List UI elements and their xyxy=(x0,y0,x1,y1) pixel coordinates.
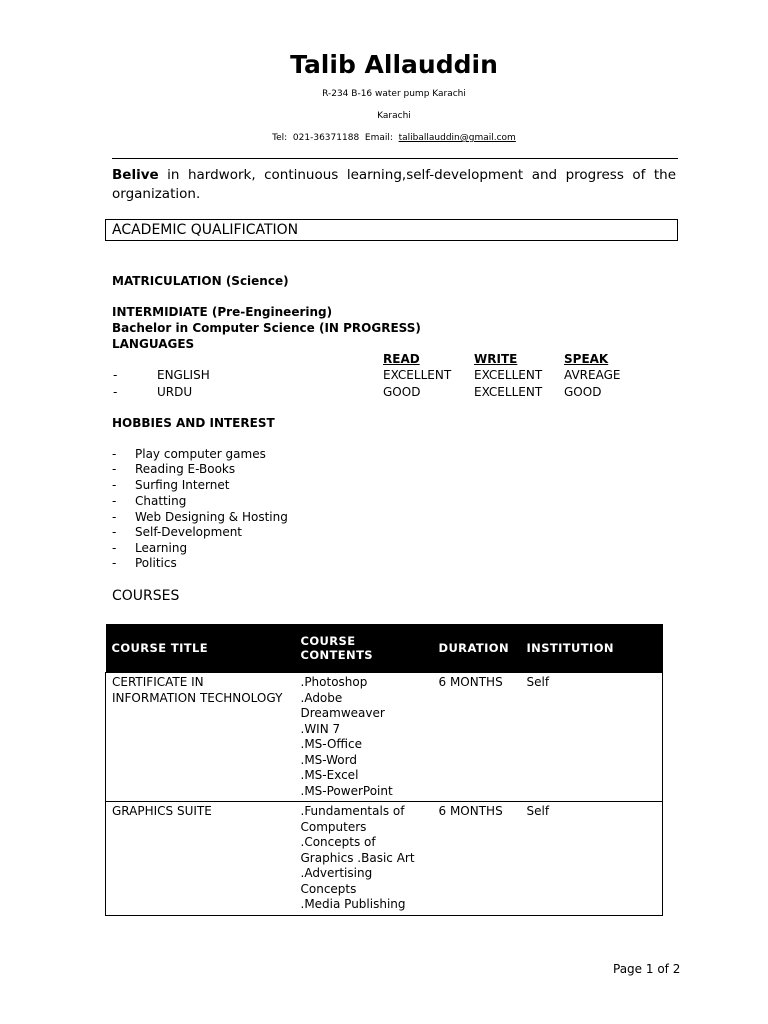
hobby-item: - Self-Development xyxy=(112,525,243,539)
content-item: .Fundamentals of Computers xyxy=(300,804,405,834)
content-item: .MS-Word xyxy=(300,752,357,767)
col-course-contents: COURSE CONTENTS xyxy=(295,624,433,673)
hobby-item: - Play computer games xyxy=(112,447,266,461)
bachelor-entry: Bachelor in Computer Science (IN PROGRESS) xyxy=(112,321,421,335)
language-name: ENGLISH xyxy=(157,368,210,382)
col-institution: INSTITUTION xyxy=(521,624,663,673)
hobby-label: Web Designing & Hosting xyxy=(135,510,288,524)
table-row xyxy=(106,673,663,802)
content-item: .MS-PowerPoint xyxy=(300,783,393,798)
language-speak: GOOD xyxy=(564,385,602,399)
page-number: Page 1 of 2 xyxy=(613,962,681,976)
matriculation-entry: MATRICULATION (Science) xyxy=(112,274,289,288)
course-duration: 6 MONTHS xyxy=(433,673,521,802)
address-line-2: Karachi xyxy=(377,111,411,121)
courses-heading: COURSES xyxy=(112,588,180,604)
hobby-item: - Politics xyxy=(112,556,177,570)
languages-col-write: WRITE xyxy=(474,352,518,366)
address-line-1: R-234 B-16 water pump Karachi xyxy=(322,89,466,99)
content-item: .Media Publishing xyxy=(300,897,406,911)
languages-col-speak: SPEAK xyxy=(564,352,609,366)
content-item: .Concepts of Graphics .Basic Art xyxy=(300,835,415,865)
course-title: GRAPHICS SUITE xyxy=(106,802,295,916)
hobby-item: - Web Designing & Hosting xyxy=(112,510,288,524)
language-read: GOOD xyxy=(383,385,421,399)
course-institution: Self xyxy=(521,802,663,916)
email-link[interactable]: taliballauddin@gmail.com xyxy=(398,133,516,143)
contact-line xyxy=(0,133,768,143)
phone-text: Tel: 021-36371188 Email: xyxy=(272,133,399,143)
hobbies-heading: HOBBIES AND INTEREST xyxy=(112,416,275,430)
content-item: .Photoshop xyxy=(300,675,368,689)
hobby-label: Self-Development xyxy=(135,525,243,539)
course-duration: 6 MONTHS xyxy=(433,802,521,916)
languages-heading: LANGUAGES xyxy=(112,337,195,351)
languages-col-read: READ xyxy=(383,352,420,366)
header-divider xyxy=(112,158,678,159)
content-item: .MS-Excel xyxy=(300,768,359,782)
objective-statement xyxy=(112,166,676,204)
language-dash: - xyxy=(113,385,118,399)
language-speak: AVREAGE xyxy=(564,368,621,382)
col-course-title: COURSE TITLE xyxy=(106,624,295,673)
language-read: EXCELLENT xyxy=(383,368,452,382)
hobby-label: Chatting xyxy=(135,494,187,508)
hobby-item: - Reading E-Books xyxy=(112,462,236,476)
intermediate-entry: INTERMIDIATE (Pre-Engineering) xyxy=(112,305,333,319)
courses-header-row xyxy=(106,624,663,673)
objective-lead: Belive xyxy=(112,167,159,183)
course-contents xyxy=(295,673,433,802)
courses-table xyxy=(105,624,663,916)
hobby-label: Play computer games xyxy=(135,447,266,461)
hobby-label: Politics xyxy=(135,556,177,570)
content-item: .Adobe Dreamweaver xyxy=(300,690,385,720)
hobby-label: Surfing Internet xyxy=(135,478,230,492)
language-name: URDU xyxy=(157,385,193,399)
content-item: .Advertising Concepts xyxy=(300,866,373,896)
table-row xyxy=(106,802,663,916)
hobby-item: - Surfing Internet xyxy=(112,478,230,492)
content-item: .WIN 7 xyxy=(300,721,341,736)
course-contents xyxy=(295,802,433,916)
hobby-label: Reading E-Books xyxy=(135,462,236,476)
language-write: EXCELLENT xyxy=(474,385,543,399)
hobby-item: - Chatting xyxy=(112,494,187,508)
resume-name: Talib Allauddin xyxy=(290,50,498,79)
academic-heading: ACADEMIC QUALIFICATION xyxy=(105,219,678,241)
hobby-label: Learning xyxy=(135,541,188,555)
course-title: CERTIFICATE IN INFORMATION TECHNOLOGY xyxy=(106,673,295,802)
objective-text: in hardwork, continuous learning,self-development and progress of the organization. xyxy=(112,167,676,202)
language-dash: - xyxy=(113,368,118,382)
language-write: EXCELLENT xyxy=(474,368,543,382)
col-duration: DURATION xyxy=(433,624,521,673)
content-item: .MS-Office xyxy=(300,737,362,751)
hobby-item: - Learning xyxy=(112,541,188,555)
course-institution: Self xyxy=(521,673,663,802)
